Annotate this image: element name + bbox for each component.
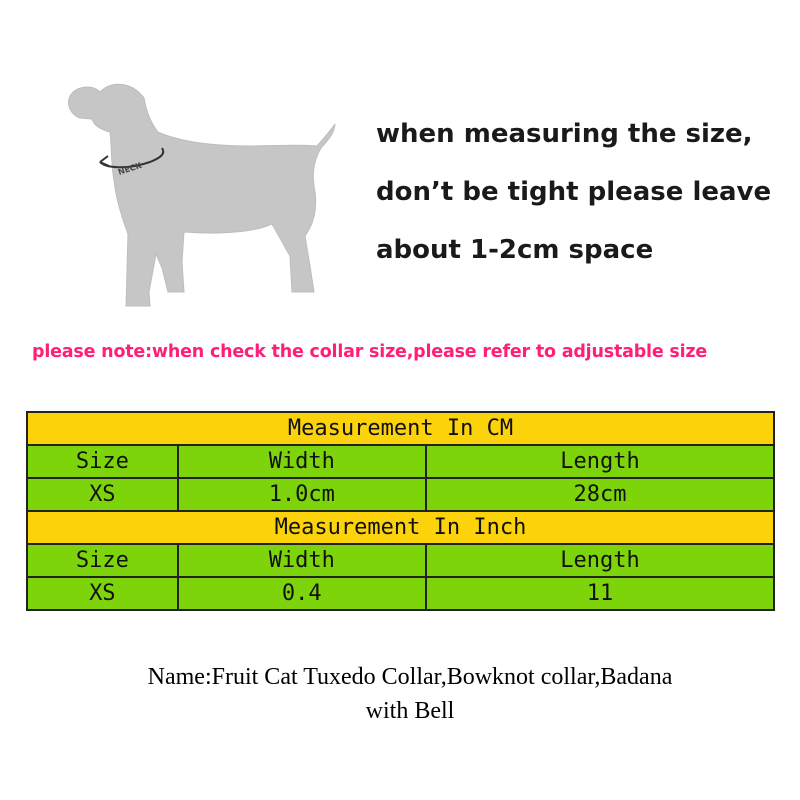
neck-label: NECK (116, 160, 143, 177)
column-header-width: Width (178, 544, 426, 577)
cell-width: 1.0cm (178, 478, 426, 511)
instruction-line: don’t be tight please leave (376, 177, 772, 207)
cell-size: XS (27, 577, 178, 610)
cm-heading-row (27, 412, 774, 445)
collar-size-note: please note:when check the collar size,please refer to adjustable size (32, 342, 708, 362)
dog-figure (58, 62, 358, 322)
product-name-line: with Bell (365, 698, 455, 724)
cell-length: 11 (426, 577, 774, 610)
instruction-line: about 1-2cm space (376, 235, 654, 265)
cell-size: XS (27, 478, 178, 511)
size-table (26, 411, 775, 611)
measuring-instructions (376, 112, 776, 286)
inch-column-header-row (27, 544, 774, 577)
inch-heading-row (27, 511, 774, 544)
column-header-size: Size (27, 445, 178, 478)
arrow-head (100, 156, 109, 166)
cm-data-row (27, 478, 774, 511)
column-header-width: Width (178, 445, 426, 478)
product-name-line: Name:Fruit Cat Tuxedo Collar,Bowknot collar,Badana (147, 664, 673, 690)
cm-heading: Measurement In CM (27, 412, 774, 445)
product-name (40, 660, 780, 728)
inch-heading: Measurement In Inch (27, 511, 774, 544)
cm-column-header-row (27, 445, 774, 478)
dog-body (68, 84, 335, 306)
cell-length: 28cm (426, 478, 774, 511)
inch-data-row (27, 577, 774, 610)
cell-width: 0.4 (178, 577, 426, 610)
column-header-length: Length (426, 544, 774, 577)
dog-silhouette-icon (58, 62, 358, 322)
instruction-line: when measuring the size, (376, 119, 753, 149)
column-header-size: Size (27, 544, 178, 577)
column-header-length: Length (426, 445, 774, 478)
